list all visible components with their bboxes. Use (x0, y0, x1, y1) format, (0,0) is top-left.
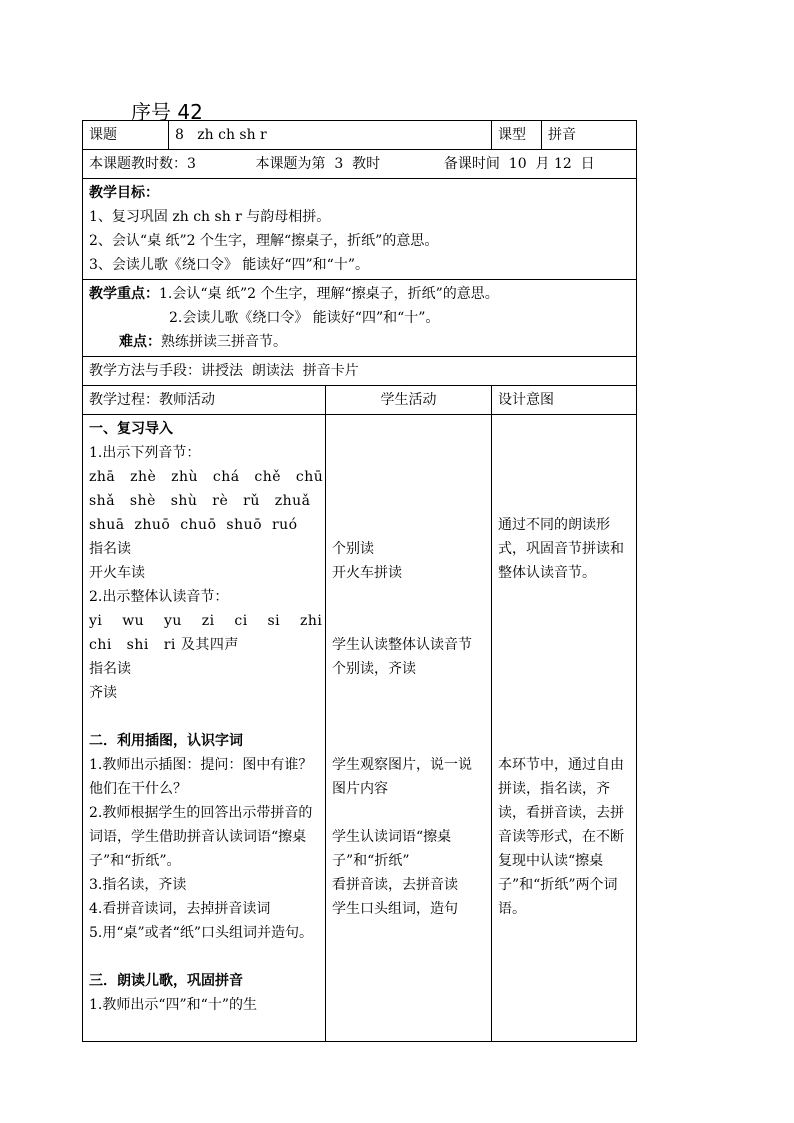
section-title: 一、复习导入 (89, 421, 173, 437)
teacher-step: 2.教师根据学生的回答出示带拼音的词语，学生借助拼音认读词语“擦桌子”和“折纸”。 (89, 805, 313, 869)
objective-item: 1、复习巩固 zh ch sh r 与韵母相拼。 (89, 209, 331, 225)
prep-date: 备课时间 10 月 12 日 (443, 156, 595, 172)
teacher-step: 指名读 (89, 541, 131, 557)
design-intent: 通过不同的朗读形式，巩固音节拼读和整体认读音节。 (498, 517, 625, 581)
teacher-step: 齐读 (89, 685, 117, 701)
student-activity: 学生观察图片，说一说图片内容 (332, 757, 472, 797)
design-intent: 本环节中，通过自由拼读，指名读，齐读，看拼音读，去拼音读等形式，在不断复现中认读“擦桌子”和“折纸”两个词语。 (498, 757, 625, 917)
key-points-cell (83, 280, 637, 357)
student-activity: 开火车拼读 (332, 565, 402, 581)
pinyin-line: zhā zhè zhù chá chě chū (89, 469, 324, 485)
student-activity: 个别读 (332, 541, 374, 557)
teacher-step: 开火车读 (89, 565, 145, 581)
key-point-item: 1.会认“桌 纸”2 个生字，理解“擦桌子，折纸”的意思。 (159, 286, 499, 302)
teacher-step: 4.看拼音读词，去掉拼音读词 (89, 901, 271, 917)
teacher-step: 1.出示下列音节： (89, 445, 201, 461)
serial-number: 序号 42 (131, 100, 203, 124)
topic-value: 8 zh ch sh r (169, 121, 492, 150)
key-point-item: 2.会读儿歌《绕口令》 能读好“四”和“十”。 (169, 310, 440, 326)
student-activity-cell (326, 415, 492, 1042)
teacher-activity-cell (83, 415, 326, 1042)
teaching-hours: 本课题教时数：3 (89, 156, 196, 172)
student-activity: 学生认读词语“擦桌子”和“折纸” (332, 829, 452, 869)
teacher-step: 5.用“桌”或者“纸”口头组词并造句。 (89, 925, 313, 941)
teacher-step: 2.出示整体认读音节： (89, 589, 229, 605)
design-intent-cell (492, 415, 637, 1042)
methods-row (83, 357, 637, 386)
student-activity: 个别读，齐读 (332, 661, 416, 677)
objectives-cell (83, 179, 637, 280)
type-value: 拼音 (542, 121, 637, 150)
objective-item: 3、会读儿歌《绕口令》 能读好“四”和“十”。 (89, 257, 369, 273)
pinyin-line: shǎ shè shù rè rǔ zhuǎ (89, 493, 311, 509)
methods-cell: 教学方法与手段：讲授法 朗读法 拼音卡片 (83, 357, 637, 386)
objectives-row (83, 179, 637, 280)
section-title: 二．利用插图，认识字词 (89, 733, 243, 749)
key-points-row (83, 280, 637, 357)
key-points-title: 教学重点： (89, 286, 159, 302)
section-title: 三．朗读儿歌，巩固拼音 (89, 973, 243, 989)
student-activity: 学生认读整体认读音节 (332, 637, 472, 653)
lesson-plan-table (82, 120, 637, 1042)
current-period: 本课题为第 3 教时 (255, 156, 381, 172)
teacher-activity-header: 教学过程：教师活动 (83, 386, 326, 415)
process-row (83, 415, 637, 1042)
student-activity: 看拼音读，去拼音读 (332, 877, 458, 893)
teacher-step: 1.教师出示“四”和“十”的生 (89, 997, 257, 1013)
difficulty-title: 难点： (119, 334, 161, 350)
info-row (83, 150, 637, 179)
teacher-step: 3.指名读，齐读 (89, 877, 187, 893)
topic-label: 课题 (83, 121, 169, 150)
teacher-step: 1.教师出示插图：提问：图中有谁？他们在干什么？ (89, 757, 313, 797)
teacher-step: 指名读 (89, 661, 131, 677)
objective-item: 2、会认“桌 纸”2 个生字，理解“擦桌子，折纸”的意思。 (89, 233, 439, 249)
topic-row (83, 121, 637, 150)
column-header-row (83, 386, 637, 415)
difficulty-text: 熟练拼读三拼音节。 (161, 334, 287, 350)
objectives-title: 教学目标： (89, 185, 159, 201)
pinyin-line: yi wu yu zi ci si zhi (89, 613, 323, 629)
type-label: 课型 (492, 121, 542, 150)
info-cell (83, 150, 637, 179)
student-activity: 学生口头组词，造句 (332, 901, 458, 917)
design-intent-header: 设计意图 (492, 386, 637, 415)
pinyin-line: shuā zhuō chuō shuō ruó (89, 517, 298, 533)
student-activity-header: 学生活动 (326, 386, 492, 415)
pinyin-line: chi shi ri 及其四声 (89, 637, 239, 653)
